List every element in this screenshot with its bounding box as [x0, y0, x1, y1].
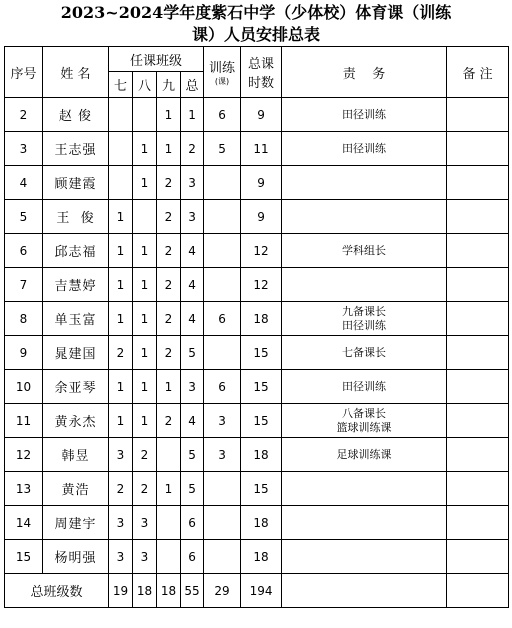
cell-grade-9: 2 — [157, 234, 181, 268]
cell-hours: 15 — [241, 404, 282, 438]
cell-duty-line1: 田径训练 — [342, 107, 387, 121]
cell-duty-line2: 篮球训练课 — [336, 420, 392, 434]
cell-remark — [447, 336, 509, 370]
cell-training — [204, 234, 241, 268]
cell-duty — [282, 438, 447, 472]
table-row — [5, 438, 509, 472]
cell-name: 邱志福 — [43, 234, 109, 268]
cell-training: 3 — [204, 404, 241, 438]
cell-duty — [282, 370, 447, 404]
cell-grade-7: 2 — [109, 472, 133, 506]
header-row-1 — [5, 47, 509, 72]
cell-training: 5 — [204, 132, 241, 166]
cell-seq: 15 — [5, 540, 43, 574]
cell-duty — [282, 200, 447, 234]
cell-total: 6 — [181, 540, 204, 574]
cell-seq: 13 — [5, 472, 43, 506]
cell-training: 6 — [204, 98, 241, 132]
table-row — [5, 234, 509, 268]
cell-duty — [282, 234, 447, 268]
cell-training — [204, 472, 241, 506]
cell-total: 5 — [181, 336, 204, 370]
cell-duty — [282, 302, 447, 336]
cell-grade-8: 1 — [133, 234, 157, 268]
cell-name: 赵 俊 — [43, 98, 109, 132]
cell-hours: 11 — [241, 132, 282, 166]
footer-hours: 194 — [241, 574, 282, 608]
header-hours — [241, 47, 282, 98]
cell-remark — [447, 200, 509, 234]
cell-grade-9: 1 — [157, 132, 181, 166]
cell-name: 杨明强 — [43, 540, 109, 574]
cell-training — [204, 268, 241, 302]
cell-total: 6 — [181, 506, 204, 540]
header-grade-8: 八 — [133, 72, 157, 98]
cell-grade-9 — [157, 438, 181, 472]
cell-grade-9: 2 — [157, 302, 181, 336]
cell-hours: 18 — [241, 302, 282, 336]
table-row — [5, 166, 509, 200]
cell-remark — [447, 506, 509, 540]
table-row — [5, 506, 509, 540]
table-row — [5, 132, 509, 166]
cell-duty-line1: 七备课长 — [342, 345, 387, 359]
cell-remark — [447, 98, 509, 132]
cell-name: 韩昱 — [43, 438, 109, 472]
table-row — [5, 200, 509, 234]
footer-training: 29 — [204, 574, 241, 608]
cell-grade-9 — [157, 540, 181, 574]
cell-grade-7: 1 — [109, 200, 133, 234]
footer-row — [5, 574, 509, 608]
cell-total: 4 — [181, 268, 204, 302]
cell-hours: 9 — [241, 200, 282, 234]
header-training-unit: (课) — [214, 77, 230, 86]
cell-duty — [282, 268, 447, 302]
header-training-label: 训练 — [209, 61, 236, 76]
cell-grade-8: 1 — [133, 166, 157, 200]
cell-duty-line1: 田径训练 — [342, 379, 387, 393]
cell-duty — [282, 166, 447, 200]
footer-total: 55 — [181, 574, 204, 608]
cell-name: 黄永杰 — [43, 404, 109, 438]
cell-grade-8: 1 — [133, 268, 157, 302]
cell-grade-8: 2 — [133, 438, 157, 472]
header-seq: 序号 — [5, 47, 43, 98]
cell-grade-7 — [109, 98, 133, 132]
cell-duty — [282, 540, 447, 574]
header-grade-9: 九 — [157, 72, 181, 98]
cell-total: 4 — [181, 302, 204, 336]
cell-seq: 5 — [5, 200, 43, 234]
cell-name: 单玉富 — [43, 302, 109, 336]
cell-remark — [447, 370, 509, 404]
cell-duty — [282, 98, 447, 132]
cell-training — [204, 200, 241, 234]
table-row — [5, 540, 509, 574]
cell-grade-7 — [109, 166, 133, 200]
cell-duty — [282, 472, 447, 506]
cell-remark — [447, 166, 509, 200]
footer-grade-7: 19 — [109, 574, 133, 608]
header-grade-7: 七 — [109, 72, 133, 98]
header-total: 总 — [181, 72, 204, 98]
cell-hours: 15 — [241, 370, 282, 404]
cell-grade-8: 1 — [133, 302, 157, 336]
cell-remark — [447, 302, 509, 336]
cell-grade-7: 3 — [109, 506, 133, 540]
cell-grade-9: 2 — [157, 336, 181, 370]
cell-total: 2 — [181, 132, 204, 166]
cell-total: 3 — [181, 370, 204, 404]
cell-grade-7 — [109, 132, 133, 166]
header-training — [204, 47, 241, 98]
cell-hours: 9 — [241, 98, 282, 132]
cell-remark — [447, 132, 509, 166]
footer-remark — [447, 574, 509, 608]
cell-training: 3 — [204, 438, 241, 472]
table-row — [5, 404, 509, 438]
cell-duty — [282, 132, 447, 166]
cell-total: 3 — [181, 166, 204, 200]
cell-remark — [447, 234, 509, 268]
table-row — [5, 302, 509, 336]
cell-grade-8 — [133, 98, 157, 132]
cell-seq: 4 — [5, 166, 43, 200]
cell-seq: 2 — [5, 98, 43, 132]
cell-grade-9: 2 — [157, 404, 181, 438]
table-row — [5, 472, 509, 506]
staff-schedule-table — [4, 46, 509, 608]
cell-remark — [447, 540, 509, 574]
cell-total: 1 — [181, 98, 204, 132]
cell-grade-7: 1 — [109, 302, 133, 336]
cell-grade-9: 2 — [157, 268, 181, 302]
header-hours-line1: 总课 — [248, 57, 275, 72]
cell-duty-line1: 足球训练课 — [336, 447, 392, 461]
cell-name: 顾建霞 — [43, 166, 109, 200]
cell-grade-7: 1 — [109, 404, 133, 438]
cell-training — [204, 506, 241, 540]
cell-remark — [447, 404, 509, 438]
cell-hours: 15 — [241, 336, 282, 370]
header-remark: 备 注 — [447, 47, 509, 98]
cell-seq: 6 — [5, 234, 43, 268]
cell-training: 6 — [204, 302, 241, 336]
cell-grade-9: 1 — [157, 370, 181, 404]
cell-grade-9: 2 — [157, 166, 181, 200]
cell-total: 5 — [181, 438, 204, 472]
header-hours-line2: 时数 — [248, 76, 275, 91]
cell-hours: 18 — [241, 540, 282, 574]
table-row — [5, 370, 509, 404]
cell-grade-9: 2 — [157, 200, 181, 234]
cell-duty-line2: 田径训练 — [342, 318, 387, 332]
cell-grade-8: 1 — [133, 370, 157, 404]
header-name: 姓 名 — [43, 47, 109, 98]
footer-grade-9: 18 — [157, 574, 181, 608]
cell-remark — [447, 472, 509, 506]
cell-grade-9: 1 — [157, 472, 181, 506]
footer-label: 总班级数 — [5, 574, 109, 608]
cell-name: 王 俊 — [43, 200, 109, 234]
header-duty: 责 务 — [282, 47, 447, 98]
table-row — [5, 268, 509, 302]
cell-duty — [282, 404, 447, 438]
cell-grade-7: 2 — [109, 336, 133, 370]
table-row — [5, 98, 509, 132]
footer-grade-8: 18 — [133, 574, 157, 608]
cell-grade-8: 1 — [133, 404, 157, 438]
cell-name: 周建宇 — [43, 506, 109, 540]
cell-seq: 9 — [5, 336, 43, 370]
cell-grade-7: 1 — [109, 268, 133, 302]
cell-seq: 3 — [5, 132, 43, 166]
cell-duty-line1: 八备课长 — [342, 406, 387, 420]
cell-total: 5 — [181, 472, 204, 506]
cell-seq: 10 — [5, 370, 43, 404]
cell-hours: 9 — [241, 166, 282, 200]
cell-name: 吉慧婷 — [43, 268, 109, 302]
cell-hours: 12 — [241, 234, 282, 268]
cell-hours: 12 — [241, 268, 282, 302]
cell-hours: 18 — [241, 438, 282, 472]
table-body — [5, 98, 509, 574]
cell-duty-line1: 学科组长 — [342, 243, 387, 257]
cell-grade-8: 3 — [133, 540, 157, 574]
cell-total: 4 — [181, 234, 204, 268]
cell-seq: 12 — [5, 438, 43, 472]
cell-training — [204, 336, 241, 370]
footer-duty — [282, 574, 447, 608]
cell-training — [204, 540, 241, 574]
cell-grade-8: 2 — [133, 472, 157, 506]
title-line-2: 课）人员安排总表 — [191, 25, 320, 44]
cell-grade-9: 1 — [157, 98, 181, 132]
title-line-1: 2023~2024学年度紫石中学（少体校）体育课（训练 — [60, 3, 452, 22]
cell-seq: 7 — [5, 268, 43, 302]
header-classes: 任课班级 — [109, 47, 204, 72]
cell-total: 3 — [181, 200, 204, 234]
cell-grade-8: 1 — [133, 336, 157, 370]
cell-duty — [282, 506, 447, 540]
cell-grade-7: 1 — [109, 370, 133, 404]
cell-name: 余亚琴 — [43, 370, 109, 404]
cell-name: 晁建国 — [43, 336, 109, 370]
cell-remark — [447, 268, 509, 302]
cell-seq: 11 — [5, 404, 43, 438]
cell-grade-8 — [133, 200, 157, 234]
document-title — [0, 2, 512, 46]
cell-training — [204, 166, 241, 200]
cell-grade-7: 1 — [109, 234, 133, 268]
cell-grade-9 — [157, 506, 181, 540]
cell-seq: 14 — [5, 506, 43, 540]
cell-grade-8: 1 — [133, 132, 157, 166]
cell-grade-7: 3 — [109, 540, 133, 574]
cell-remark — [447, 438, 509, 472]
cell-seq: 8 — [5, 302, 43, 336]
cell-name: 黄浩 — [43, 472, 109, 506]
cell-duty — [282, 336, 447, 370]
cell-hours: 18 — [241, 506, 282, 540]
cell-total: 4 — [181, 404, 204, 438]
cell-duty-line1: 田径训练 — [342, 141, 387, 155]
table-row — [5, 336, 509, 370]
cell-name: 王志强 — [43, 132, 109, 166]
cell-training: 6 — [204, 370, 241, 404]
cell-duty-line1: 九备课长 — [342, 304, 387, 318]
cell-hours: 15 — [241, 472, 282, 506]
cell-grade-7: 3 — [109, 438, 133, 472]
cell-grade-8: 3 — [133, 506, 157, 540]
